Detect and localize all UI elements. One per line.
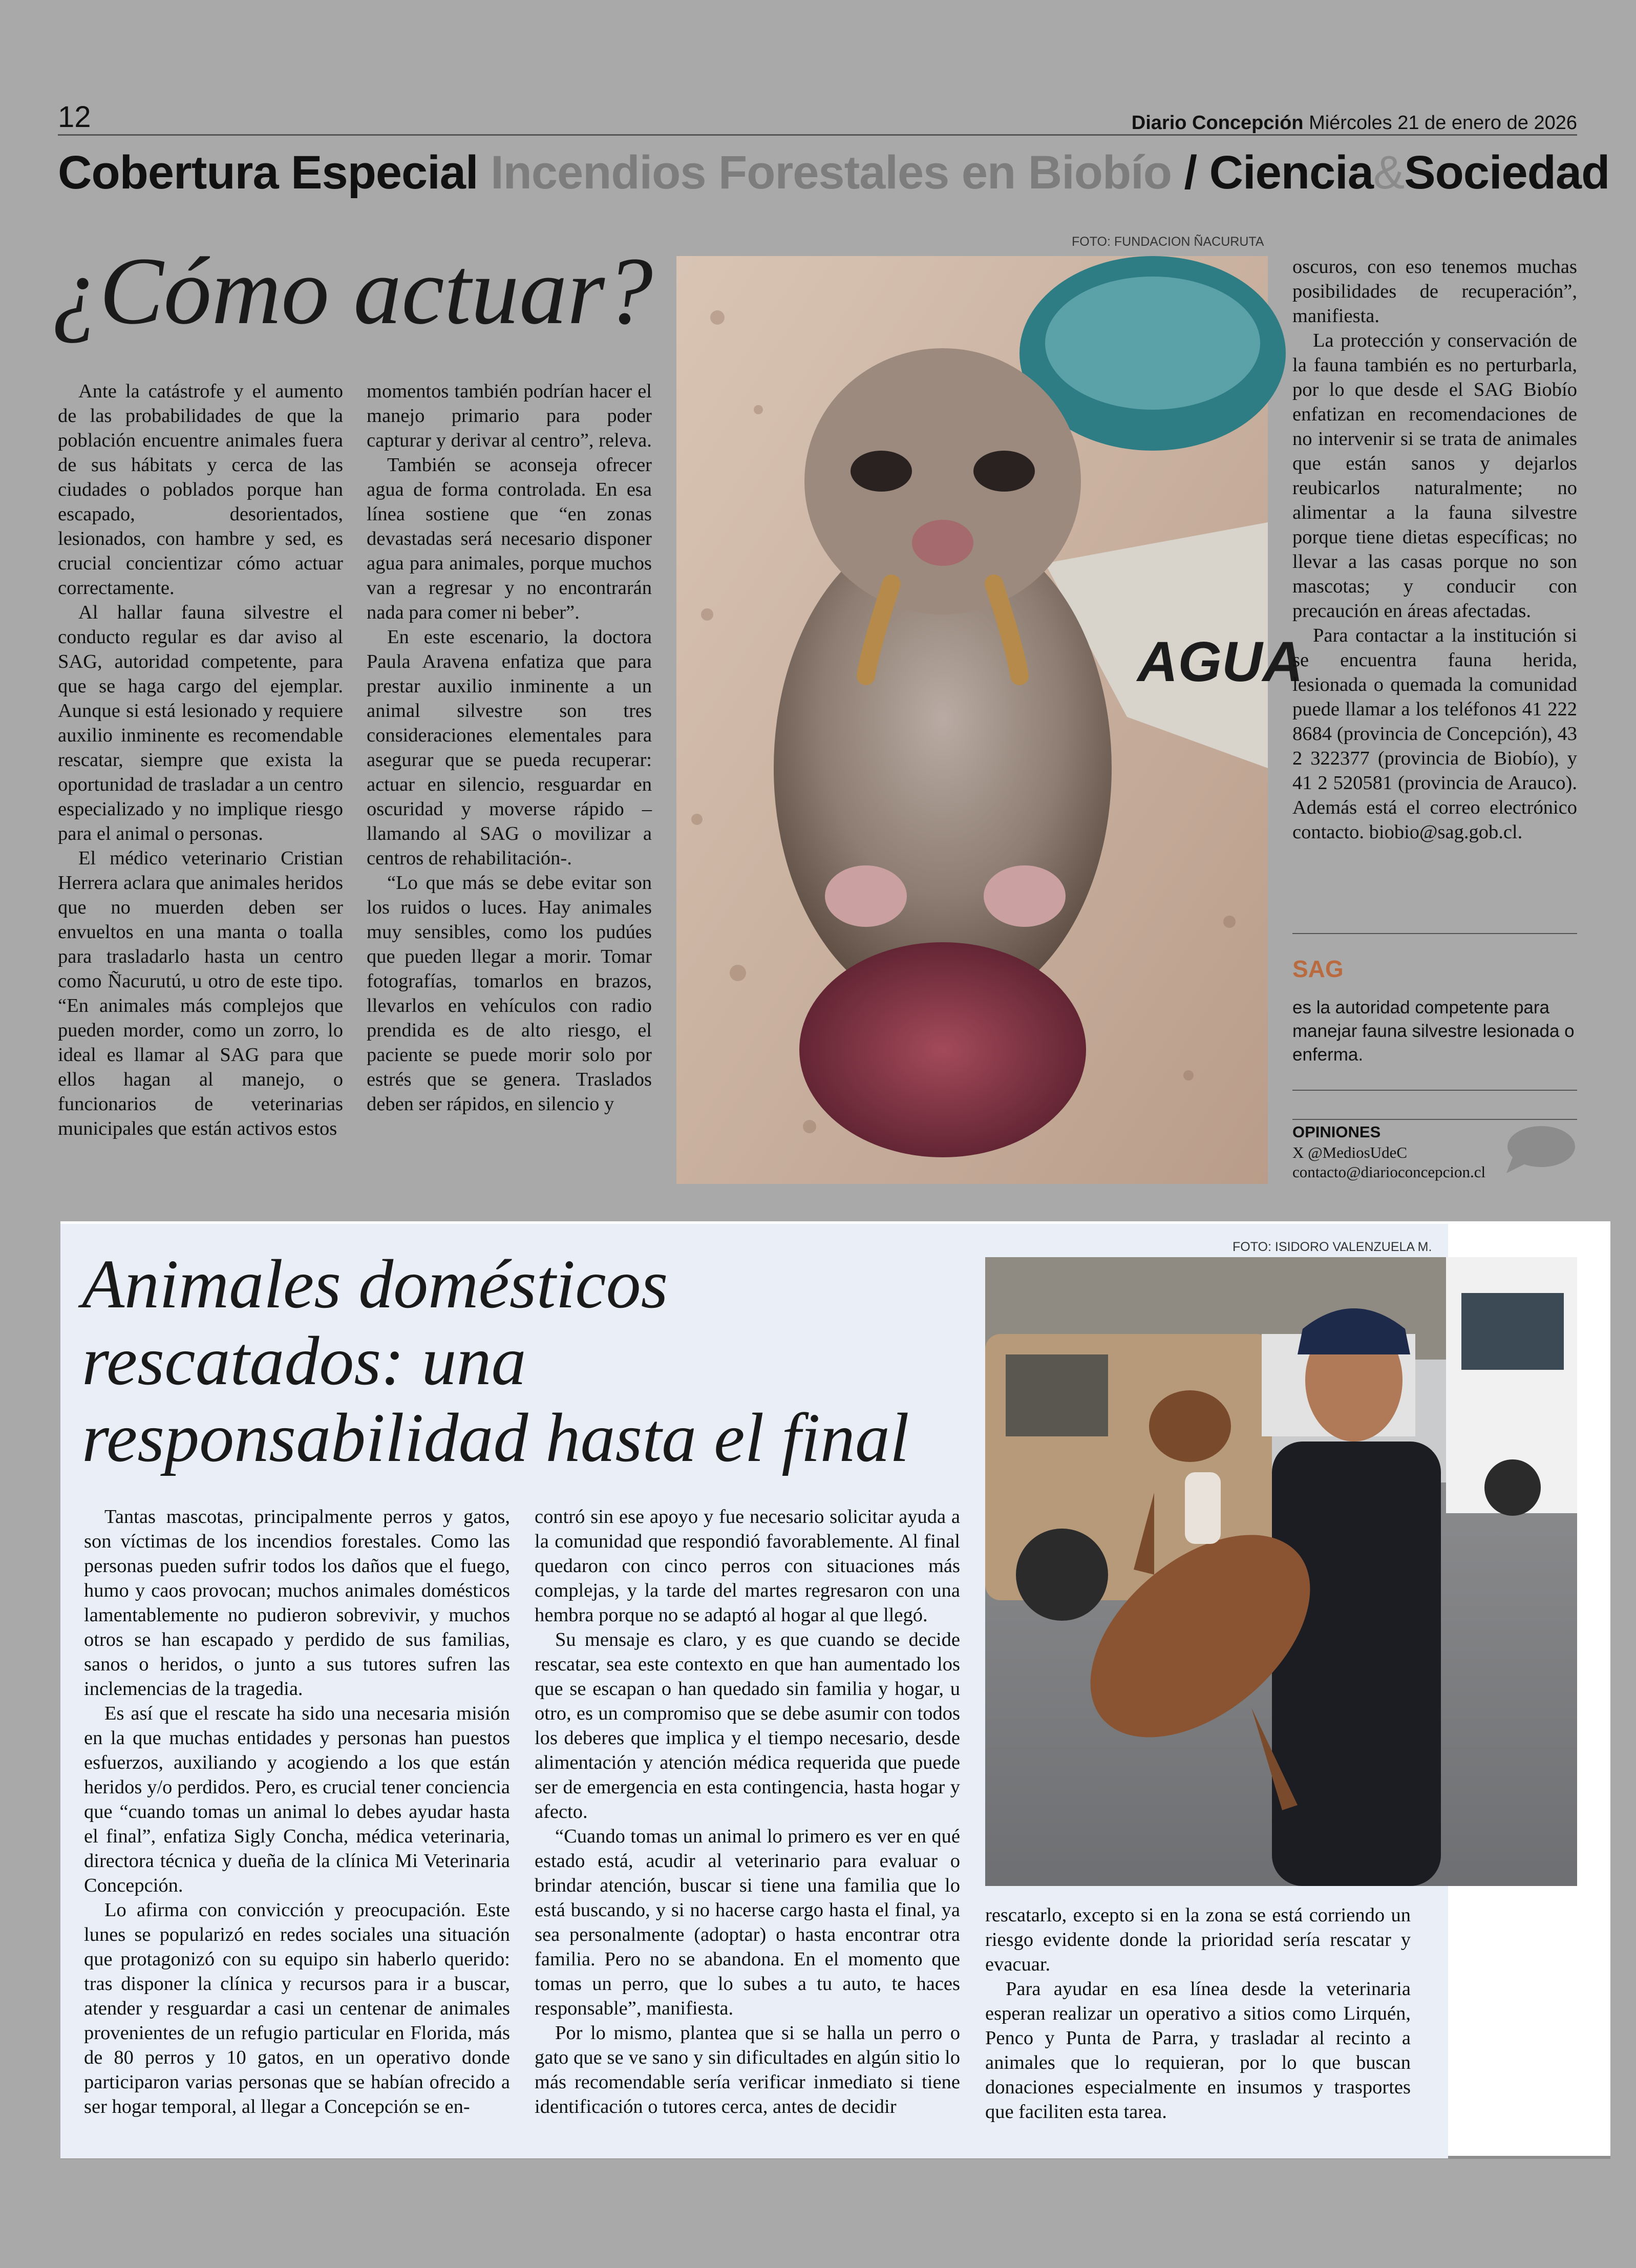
paragraph: Por lo mismo, plantea que si se halla un perro o gato que se ve sano y sin dificultades en algún sitio lo más recomendable sería verificar inmediato si tiene identificación o tutores cerca, antes de decidir xyxy=(535,2022,960,2117)
paragraph: contró sin ese apoyo y fue necesario solicitar ayuda a la comunidad que respondió favorablemente. Al final quedaron con cinco perros con situaciones más complejas, y la tarde del martes regresaron con una hembra porque no se adaptó al hogar al que llegó. xyxy=(535,1506,960,1626)
newspaper-name: Diario Concepción xyxy=(1131,112,1304,134)
paragraph: Para contactar a la institución si se encuentra fauna herida, lesionada o quemada la comunidad puede llamar a los teléfonos 41 222 8684 (provincia de Concepción), 43 2 322377 (provincia de Biobío), y 41 2 520581 (provincia de Arauco). Además está el correo electrónico contacto. biobio@sag.gob.cl. xyxy=(1292,625,1577,843)
paragraph: La protección y conservación de la fauna también es no perturbarla, por lo que desde el SAG Biobío enfatizan en recomendaciones de no intervenir si se trata de animales que están sanos y dejarlos reubicarlos naturalmente; no alimentar a la fauna silvestre porque tiene dietas específicas; no llevar a las casas porque no son mascotas; y conducir con precaución en áreas afectadas. xyxy=(1292,330,1577,622)
section-title xyxy=(58,146,1609,200)
issue-date: Miércoles 21 de enero de 2026 xyxy=(1309,112,1577,134)
page-header xyxy=(58,100,1577,134)
paragraph: En este escenario, la doctora Paula Aravena enfatiza que para prestar auxilio inminente a un animal silvestre son tres consideraciones elementales para asegurar que se pueda recuperar: actuar en silencio, resguardar en oscuridad y moverse rápido –llamando al SAG o movilizar a centros de rehabilitación-. xyxy=(367,626,652,869)
dog-rescue-photo xyxy=(985,1257,1577,1886)
opinions-title: OPINIONES xyxy=(1292,1123,1381,1141)
paragraph: Lo afirma con convicción y preocupación. Este lunes se popularizó en redes sociales una situación que protagonizó con su equipo sin haberlo querido: tras disponer la clínica y recursos para ir a buscar, atender y resguardar a casi un centenar de animales provenientes de un refugio particular en Florida, más de 80 perros y 10 gatos, en un operativo donde participaron varias personas que se habían ofrecido a ser hogar temporal, al llegar a Concepción se en- xyxy=(84,1899,510,2117)
sidebar-label: SAG xyxy=(1292,956,1344,982)
paragraph: rescatarlo, excepto si en la zona se está corriendo un riesgo evidente donde la prioridad sería rescatar y evacuar. xyxy=(985,1904,1411,1975)
paragraph: “Cuando tomas un animal lo primero es ver en qué estado está, acudir al veterinario para evaluar o brindar atención, buscar si tiene una familia que lo está buscando, y si no hacerse cargo hasta el final, ya sea personalmente (adoptar) o hasta encontrar otra familia. Pero no se abandona. En el momento que tomas un perro, que lo subes a tu auto, te haces responsable”, manifiesta. xyxy=(535,1826,960,2019)
section-society: Sociedad xyxy=(1404,146,1610,199)
sidebar-rule-middle xyxy=(1292,1090,1577,1091)
article2-headline xyxy=(82,1246,909,1476)
sidebar-text: es la autoridad competente para manejar fauna silvestre lesionada o enferma. xyxy=(1292,998,1575,1065)
article2-column-3 xyxy=(985,1903,1411,2124)
masthead xyxy=(1132,112,1577,134)
headline-line: Animales domésticos xyxy=(82,1246,668,1323)
paragraph: Para ayudar en esa línea desde la veterinaria esperan realizar un operativo a sitios como Lirquén, Penco y Punta de Parra, y trasladar al recinto a animales que lo requieran, por lo que buscan donaciones especialmente en insumos y trasportes que faciliten esta tarea. xyxy=(985,1978,1411,2123)
headline-line: responsabilidad hasta el final xyxy=(82,1400,909,1476)
article2-column-1 xyxy=(84,1504,510,2119)
paragraph: Es así que el rescate ha sido una necesaria misión en la que muchas entidades y personas han puestos esfuerzos, auxiliando y acogiendo a los que están heridos y/o perdidos. Pero, es crucial tener conciencia que “cuando tomas un animal lo debes ayudar hasta el final”, enfatiza Sigly Concha, médica veterinaria, directora técnica y dueña de la clínica Mi Veterinaria Concepción. xyxy=(84,1703,510,1896)
article2-column-2 xyxy=(535,1504,960,2119)
paragraph: “Lo que más se debe evitar son los ruidos o luces. Hay animales muy sensibles, como los pudúes que pueden llegar a morir. Tomar fotografías, tomarlos en brazos, llevarlos en vehículos con radio prendida es de alto riesgo, el paciente se puede morir solo por estrés que se genera. Traslados deben ser rápidos, en silencio y xyxy=(367,872,652,1115)
twitter-handle: X @MediosUdeC xyxy=(1292,1143,1408,1161)
sidebar-rule-top xyxy=(1292,933,1577,934)
paragraph: Ante la catástrofe y el aumento de las probabilidades de que la población encuentre animales fuera de sus hábitats y cerca de las ciudades o poblados porque han escapado, desorientados, lesionados, con hambre y sed, es crucial concientizar cómo actuar correctamente. xyxy=(58,380,343,599)
header-rule xyxy=(58,134,1577,136)
section-separator: / xyxy=(1184,146,1197,199)
paragraph: momentos también podrían hacer el manejo primario para poder capturar y derivar al centro”, releva. xyxy=(367,380,652,451)
paragraph: El médico veterinario Cristian Herrera aclara que animales heridos que no muerden deben ser envueltos en una manta o toalla para trasladarlo hasta un centro como Ñacurutú, u otro de este tipo. “En animales más complejos que pueden morder, como un zorro, lo ideal es llamar al SAG para que ellos hagan al manejo, o funcionarios de veterinarias municipales que están activos estos xyxy=(58,847,343,1139)
article1-column-3 xyxy=(1292,255,1577,844)
bowl-label: AGUA xyxy=(1137,630,1303,693)
headline-line: rescatados: una xyxy=(82,1323,526,1400)
section-ampersand: & xyxy=(1373,146,1405,199)
dormouse-photo xyxy=(676,256,1303,1184)
contact-email: contacto@diarioconcepcion.cl xyxy=(1292,1163,1486,1181)
page-number: 12 xyxy=(58,100,91,134)
paragraph: Su mensaje es claro, y es que cuando se decide rescatar, sea este contexto en que han aumentado los que se escapan o han quedado sin familia y hogar, u otro, es un compromiso que se debe asumir con todos los deberes que implica y el tiempo necesario, desde alimentación y atención médica requerida que puede ser de emergencia en esta contingencia, hasta hogar y afecto. xyxy=(535,1629,960,1822)
article1-column-2 xyxy=(367,379,652,1116)
speech-bubble-icon xyxy=(1504,1124,1576,1175)
paragraph: Tantas mascotas, principalmente perros y gatos, son víctimas de los incendios forestales. Como las personas pueden sufrir todos los daños que el fuego, humo y caos provocan; muchos animales domésticos lamentablemente no pudieron sobrevivir, y muchos otros se han escapado y perdido de sus familias, sanos o heridos, o junto a sus tutores sufren las inclemencias de la tragedia. xyxy=(84,1506,510,1700)
article1-column-1 xyxy=(58,379,343,1141)
section-science: Ciencia xyxy=(1209,146,1373,199)
section-primary: Cobertura Especial xyxy=(58,146,478,199)
article1-headline: ¿Cómo actuar? xyxy=(51,237,653,344)
article2-photo-credit: FOTO: ISIDORO VALENZUELA M. xyxy=(1233,1240,1432,1254)
paragraph: Al hallar fauna silvestre el conducto regular es dar aviso al SAG, autoridad competente, para que se haga cargo del ejemplar. Aunque si está lesionado y requiere auxilio inminente es recomendable rescatar, siempre que exista la oportunidad de trasladar a un centro especializado y no implique riesgo para el animal o personas. xyxy=(58,602,343,844)
article1-photo-credit: FOTO: FUNDACION ÑACURUTA xyxy=(1072,235,1264,249)
paragraph: También se aconseja ofrecer agua de forma controlada. En esa línea sostiene que “en zonas devastadas será necesario disponer agua para animales, porque muchos van a regresar y no encontrarán nada para comer ni beber”. xyxy=(367,454,652,623)
section-topic: Incendios Forestales en Biobío xyxy=(491,146,1172,199)
sidebar-rule-bottom xyxy=(1292,1119,1577,1120)
paragraph: oscuros, con eso tenemos muchas posibilidades de recuperación”, manifiesta. xyxy=(1292,256,1577,327)
